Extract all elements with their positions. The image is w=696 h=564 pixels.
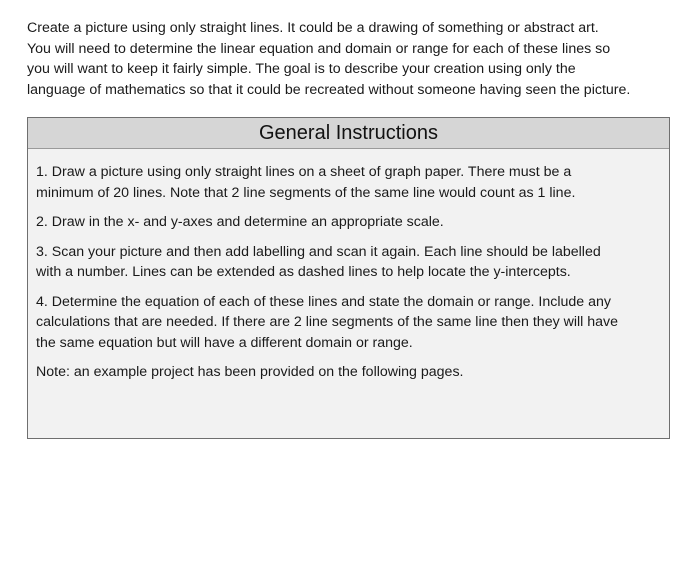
instruction-line: 4. Determine the equation of each of these lines and state the domain or range. Include any [36, 293, 611, 310]
instruction-line: 1. Draw a picture using only straight lines on a sheet of graph paper. There must be a [36, 164, 572, 180]
general-instructions-box [27, 117, 670, 439]
instruction-step-3 [36, 242, 661, 283]
intro-line: language of mathematics so that it could be recreated without someone having seen the picture. [27, 81, 631, 98]
instructions-title: General Instructions [28, 118, 669, 149]
instruction-line: the same equation but will have a different domain or range. [36, 334, 413, 351]
instruction-line: with a number. Lines can be extended as dashed lines to help locate the y-intercepts. [36, 264, 571, 280]
instruction-step-2 [36, 212, 661, 233]
instruction-line: Note: an example project has been provided on the following pages. [36, 364, 464, 380]
instruction-step-1 [36, 162, 661, 203]
instructions-body [28, 149, 669, 383]
instruction-line: 3. Scan your picture and then add labelling and scan it again. Each line should be labelled [36, 243, 601, 260]
intro-line: Create a picture using only straight lines. It could be a drawing of something or abstract art. [27, 20, 599, 36]
instruction-note [36, 362, 661, 383]
intro-paragraph [27, 18, 677, 100]
intro-line: you will want to keep it fairly simple. The goal is to describe your creation using only the [27, 61, 576, 77]
intro-line: You will need to determine the linear equation and domain or range for each of these lines so [27, 40, 611, 57]
instruction-step-4 [36, 292, 661, 354]
instruction-line: 2. Draw in the x- and y-axes and determine an appropriate scale. [36, 214, 444, 230]
instruction-line: minimum of 20 lines. Note that 2 line segments of the same line would count as 1 line. [36, 184, 576, 201]
instruction-line: calculations that are needed. If there are 2 line segments of the same line then they will have [36, 314, 619, 330]
